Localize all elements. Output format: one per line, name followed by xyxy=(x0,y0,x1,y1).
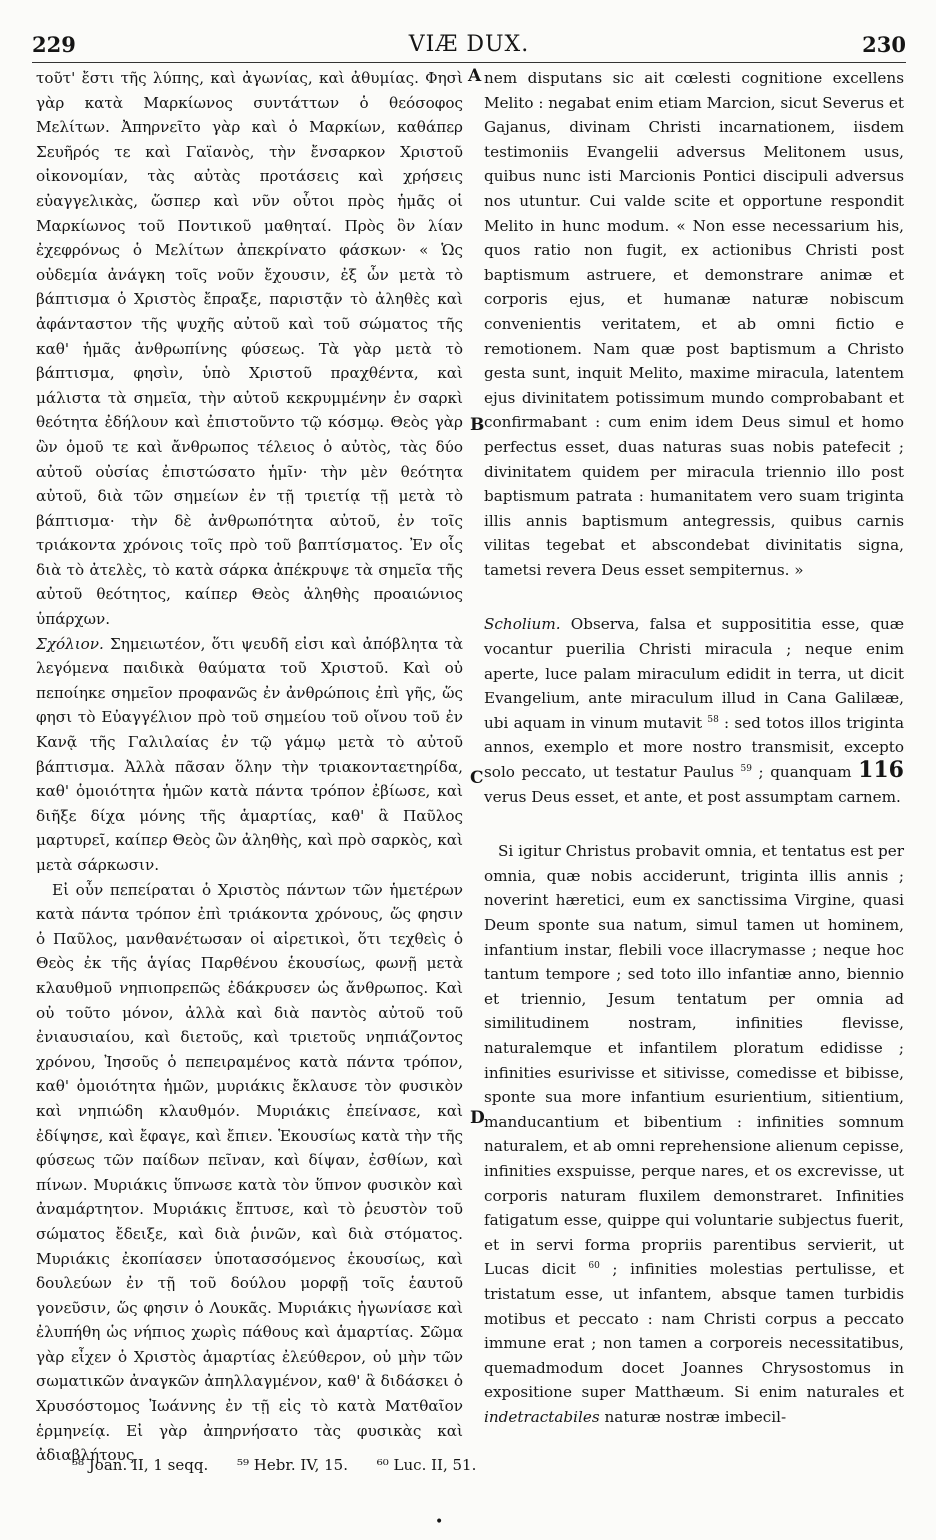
page-header xyxy=(32,28,906,64)
footnote-58: ⁵⁸ Joan. II, 1 seqq. xyxy=(72,1456,209,1474)
greek-column xyxy=(36,66,463,1468)
latin-italic-word: indetractabiles xyxy=(484,1407,600,1426)
latin-scholium-text-b: : sed totos illos triginta annos, exemplo et more nostro transmisit, excepto solo peccato, ut testatur Paulus xyxy=(484,713,904,782)
column-number: 116 xyxy=(858,757,904,784)
margin-marker-c: C xyxy=(470,768,484,788)
bottom-mark: • xyxy=(435,1514,444,1530)
latin-scholium-text-c: ; quanquam xyxy=(751,763,859,782)
running-title: VIÆ DUX. xyxy=(408,32,530,57)
greek-paragraph-3: Εἰ οὖν πεπείραται ὁ Χριστὸς πάντων τῶν ἡμετέρων κατὰ πάντα τρόπον ἐπὶ τριάκοντα χρόνους, ὥς φησιν ὁ Παῦλος, μανθανέτωσαν οἱ αἱρετικοὶ, ὅτι τεχθεὶς ὁ Θεὸς ἐκ τῆς ἁγίας Παρθένου ἑκουσίως, φωνῇ μετὰ κλαυθμοῦ νηπιοπρεπῶς ἐδάκρυσεν ὡς ἄνθρωπος. Καὶ οὐ τοῦτο μόνον, ἀλλὰ καὶ διὰ παντὸς αὐτοῦ τοῦ ἐνιαυσιαίου, καὶ διετοῦς, καὶ τριετοῦς νηπιάζοντος χρόνου, Ἰησοῦς ὁ πεπειραμένος κατὰ πάντα τρόπον, καθ' ὁμοιότητα ἡμῶν, μυριάκις ἔκλαυσε τὸν φυσικὸν καὶ νηπιώδη κλαυθμόν. Μυριάκις ἐπείνασε, καὶ ἐδίψησε, καὶ ἔφαγε, καὶ ἔπιεν. Ἑκουσίως κατὰ τὴν τῆς φύσεως τῶν παίδων πεῖναν, καὶ δίψαν, ἐσθίων, καὶ πίνων. Μυριάκις ὕπνωσε κατὰ τὸν ὕπνον φυσικὸν καὶ ἀναμάρτητον. Μυριάκις ἔπτυσε, καὶ τὸ ῥευστὸν τοῦ σώματος ἔδειξε, καὶ διὰ ῥινῶν, καὶ διὰ στόματος. Μυριάκις ἐκοπίασεν ὑποτασσόμενος ἑκουσίως, καὶ δουλεύων ἐν τῇ τοῦ δούλου μορφῇ τοῖς ἑαυτοῦ γονεῦσιν, ὥς φησιν ὁ Λουκᾶς. Μυριάκις ἠγωνίασε καὶ ἐλυπήθη ὡς νήπιος χωρὶς πάθους καὶ ἁμαρτίας. Σῶμα γὰρ εἶχεν ὁ Χριστὸς ἁμαρτίας ἐλεύθερον, οὐ μὴν τῶν σωματικῶν ἀναγκῶν ἀπηλλαγμένον, καθ' ἃ διδάσκει ὁ Χρυσόστομος Ἰωάννης ἐν τῇ εἰς τὸ κατὰ Ματθαῖον ἑρμηνείᾳ. Εἰ γὰρ ἀπηρνήσατο τὰς φυσικὰς καὶ ἀδιαβλήτους xyxy=(36,880,463,1465)
footnote-ref-60[interactable]: 60 xyxy=(588,1261,600,1272)
latin-scholium-label: Scholium. xyxy=(484,615,561,634)
page-number-right: 230 xyxy=(862,32,906,57)
latin-scholium-text-a: Observa, falsa et supposititia esse, quæ vocantur puerilia Christi miracula ; neque enim aperte, luce palam miraculum edidit in terra, ut dicit Evangelium, ante miraculum illud in Cana Galilææ, ubi aquam in vinum mutavit xyxy=(484,615,904,732)
margin-marker-a: A xyxy=(468,66,482,86)
header-rule xyxy=(32,62,906,63)
latin-paragraph-3-text-b: ; infinities molestias pertulisse, et tristatum esse, ut infantem, absque tamen turbidis motibus et peccato : nam Christi corpus a peccato immune erat ; non tamen a corporeis necessitatibus, quemadmodum docet Joannes Chrysostomus in expositione super Matthæum. Si enim naturales et xyxy=(484,1260,904,1402)
latin-column xyxy=(484,66,904,1429)
footnote-59: ⁵⁹ Hebr. IV, 15. xyxy=(237,1456,348,1474)
margin-marker-d: D xyxy=(470,1108,485,1128)
greek-paragraph-2 xyxy=(36,632,463,878)
latin-paragraph-1: nem disputans sic ait cœlesti cognitione excellens Melito : negabat enim etiam Marcion, sicut Severus et Gajanus, divinam Christi incarnationem, iisdem testimoniis Evangelii adversus Melitonem usus, quibus nunc isti Marcionis Pontici discipuli adversus nos utuntur. Cui valde scite et opportune respondit Melito in hunc modum. « Non esse necessarium his, quos ratio non fugit, ex actionibus Christi post baptismum astruere, et demonstrare animæ et corporis ejus, et humanæ naturæ nobiscum convenientis veritatem, et ab omni fictio e remotionem. Nam quæ post baptismum a Christo gesta sunt, inquit Melito, maxime miracula, latentem ejus divinitatem potissimum mundo comprobabant et confirmabant : cum enim idem Deus simul et homo perfectus esset, duas naturas suas nobis patefecit ; divinitatem quidem per miracula triennio illo post baptismum patrata : humanitatem vero suam triginta illis annis baptismum antegressis, quibus carnis vilitas tegebat et abscondebat divinitatis signa, tametsi revera Deus esset sempiternus. » xyxy=(484,69,905,579)
greek-scholion-label: Σχόλιον. xyxy=(36,634,104,653)
latin-scholium-text-d: verus Deus esset, et ante, et post assumptam carnem. xyxy=(484,787,901,806)
greek-scholion-text: Σημειωτέον, ὅτι ψευδῆ εἰσι καὶ ἀπόβλητα τὰ λεγόμενα παιδικὰ θαύματα τοῦ Χριστοῦ. Καὶ οὐ πεποίηκε σημεῖον προφανῶς ἐν ἀνθρώποις ἐπὶ γῆς, ὥς φησι τὸ Εὐαγγέλιον πρὸ τοῦ σημείου τοῦ οἴνου τοῦ ἐν Κανᾷ τῆς Γαλιλαίας ἐν τῷ γάμῳ μετὰ τὸ αὐτοῦ βάπτισμα. Ἀλλὰ πᾶσαν ὅλην τὴν τριακονταετηρίδα, καθ' ὁμοιότητα ἡμῶν κατὰ πάντα τρόπον ἐβίωσε, καὶ διῆξε δίχα μόνης τῆς ἁμαρτίας, καθ' ἃ Παῦλος μαρτυρεῖ, καίπερ Θεὸς ὢν ἀληθὴς, καὶ πρὸ σαρκὸς, καὶ μετὰ σάρκωσιν. xyxy=(36,634,463,874)
footnote-60: ⁶⁰ Luc. II, 51. xyxy=(376,1456,477,1474)
latin-paragraph-3 xyxy=(484,839,904,1429)
footnotes xyxy=(72,1456,896,1474)
page-number-left: 229 xyxy=(32,32,76,57)
margin-marker-b: B xyxy=(470,415,485,435)
latin-paragraph-3-text-a: Si igitur Christus probavit omnia, et tentatus est per omnia, quæ nobis acciderunt, triginta illis annis ; noverint hæretici, eum ex sanctissima Virgine, quasi Deum sponte sua natum, simul tamen ut hominem, infantium instar, flebili voce illacrymasse ; neque hoc tantum tempore ; sed toto illo infantiæ anno, biennio et triennio, Jesum tentatum per omnia ad similitudinem nostram, infinities flevisse, naturalemque et infantilem ploratum edidisse ; infinities esurivisse et sitivisse, comedisse et bibisse, sponte sua more infantium esurientium, sitientium, manducantium et bibentium : infinities somnum naturalem, et ab omni reprehensione alienum cepisse, infinities exspuisse, perque nares, et os excrevisse, ut corporis naturam fluxilem demonstraret. Infinities fatigatum esse, quippe qui voluntarie subjectus fuerit, et in servi forma propriis parentibus servierit, ut Lucas dicit xyxy=(484,842,904,1279)
latin-paragraph-2 xyxy=(484,612,904,809)
footnote-ref-59[interactable]: 59 xyxy=(740,763,752,774)
footnote-ref-58[interactable]: 58 xyxy=(707,714,719,725)
latin-paragraph-3-text-c: naturæ nostræ imbecil- xyxy=(599,1407,787,1426)
greek-paragraph-1: τοῦτ' ἔστι τῆς λύπης, καὶ ἀγωνίας, καὶ ἀθυμίας. Φησὶ γὰρ κατὰ Μαρκίωνος συντάττων ὁ θεόσοφος Μελίτων. Ἀπηρνεῖτο γὰρ καὶ ὁ Μαρκίων, καθάπερ Σευῆρός τε καὶ Γαϊανὸς, τὴν ἔνσαρκον Χριστοῦ οἰκονομίαν, τὰς αὐτὰς προτάσεις καὶ χρήσεις εὐαγγελικὰς, ὥσπερ καὶ νῦν οὗτοι πρὸς ἡμᾶς οἱ Μαρκίωνος τοῦ Ποντικοῦ μαθηταί. Πρὸς ὃν λίαν ἐχεφρόνως ὁ Μελίτων ἀπεκρίνατο φάσκων· « Ὡς οὐδεμία ἀνάγκη τοῖς νοῦν ἔχουσιν, ἐξ ὧν μετὰ τὸ βάπτισμα ὁ Χριστὸς ἔπραξε, παριστᾷν τὸ ἀληθὲς καὶ ἀφάνταστον τῆς ψυχῆς αὐτοῦ καὶ τοῦ σώματος τῆς καθ' ἡμᾶς ἀνθρωπίνης φύσεως. Τὰ γὰρ μετὰ τὸ βάπτισμα, φησὶν, ὑπὸ Χριστοῦ πραχθέντα, καὶ μάλιστα τὰ σημεῖα, τὴν αὐτοῦ κεκρυμμένην ἐν σαρκὶ θεότητα ἐδήλουν καὶ ἐπιστοῦντο τῷ κόσμῳ. Θεὸς γὰρ ὢν ὁμοῦ τε καὶ ἄνθρωπος τέλειος ὁ αὐτὸς, τὰς δύο αὐτοῦ οὐσίας ἐπιστώσατο ἡμῖν· τὴν μὲν θεότητα αὐτοῦ, διὰ τῶν σημείων ἐν τῇ τριετίᾳ τῇ μετὰ τὸ βάπτισμα· τὴν δὲ ἀνθρωπότητα αὐτοῦ, ἐν τοῖς τριάκοντα χρόνοις τοῖς πρὸ τοῦ βαπτίσματος. Ἐν οἷς διὰ τὸ ἀτελὲς, τὸ κατὰ σάρκα ἀπέκρυψε τὰ σημεῖα τῆς αὐτοῦ θεότητος, καίπερ Θεὸς ἀληθὴς προαιώνιος ὑπάρχων. xyxy=(36,69,463,629)
